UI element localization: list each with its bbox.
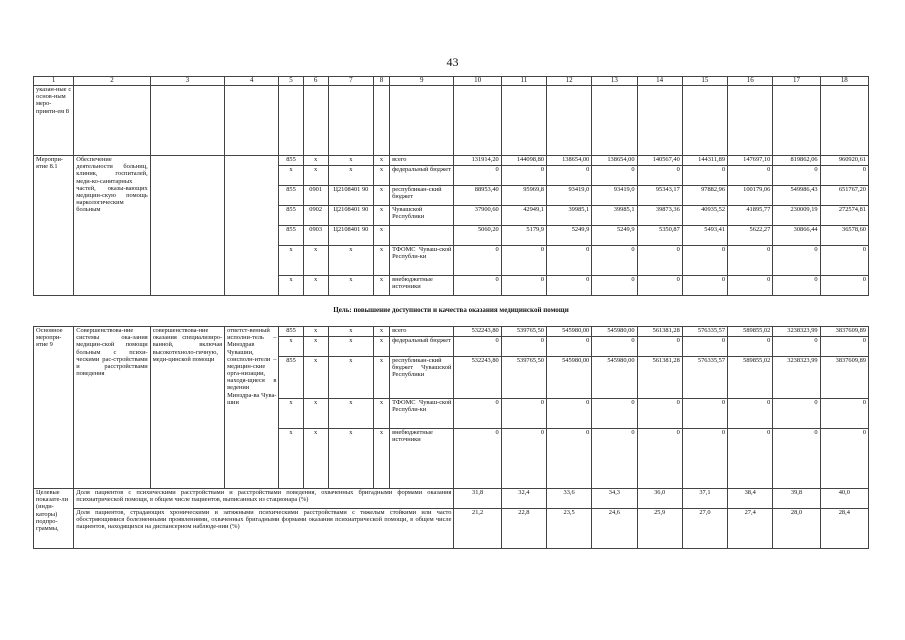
indicator-value: 22,8 — [501, 509, 546, 549]
funding-value: 0 — [454, 246, 501, 276]
funding-value: 144098,80 — [501, 156, 546, 166]
funding-source: внебюджетные источники — [390, 429, 454, 489]
funding-value: 5060,20 — [454, 226, 501, 246]
funding-value: 0 — [454, 429, 501, 489]
funding-value: 0 — [820, 429, 868, 489]
funding-value: 0 — [728, 399, 773, 429]
col-num: 6 — [303, 77, 328, 86]
continuation-label: указан-ные с основ-ным меро-прияти-ем 8 — [34, 86, 74, 156]
funding-value: 0 — [773, 399, 820, 429]
expense-type-code: x — [373, 206, 389, 226]
funding-value: 0 — [501, 429, 546, 489]
indicator-value: 25,9 — [637, 509, 682, 549]
funding-value: 545980,00 — [547, 357, 592, 399]
col-num: 9 — [390, 77, 454, 86]
measure-description: Совершенствова-ние системы ока-зания медицин-ской помощи больным с психи-ческими рас-стройствами и расстройствами поведения — [74, 327, 150, 489]
grbs-code: 855 — [279, 206, 303, 226]
funding-value: 95343,17 — [637, 186, 682, 206]
funding-value: 545980,00 — [547, 327, 592, 337]
target-article-code: x — [328, 429, 373, 489]
funding-value: 0 — [637, 337, 682, 357]
funding-value: 0 — [820, 166, 868, 186]
funding-value: 0 — [454, 166, 501, 186]
funding-source: всего — [390, 156, 454, 166]
funding-value: 0 — [501, 337, 546, 357]
funding-value: 0 — [592, 166, 637, 186]
funding-value: 0 — [637, 166, 682, 186]
indicator-value: 27,0 — [682, 509, 727, 549]
funding-value: 0 — [501, 276, 546, 296]
section-code: x — [303, 399, 328, 429]
funding-value: 0 — [501, 166, 546, 186]
section-code: x — [303, 429, 328, 489]
indicator-value: 31,8 — [454, 489, 501, 509]
funding-value: 36578,60 — [820, 226, 868, 246]
col-num: 14 — [637, 77, 682, 86]
funding-value: 0 — [820, 246, 868, 276]
col-num: 7 — [328, 77, 373, 86]
funding-value: 539765,50 — [501, 357, 546, 399]
indicators-label: Целевые показате-ли (инди-каторы) подпро-граммы, — [34, 489, 74, 549]
funding-value: 0 — [592, 276, 637, 296]
col-num: 10 — [454, 77, 501, 86]
goal-heading: Цель: повышение доступности и качества оказания медицинской помощи — [34, 296, 869, 327]
grbs-code: x — [279, 337, 303, 357]
grbs-code: x — [279, 246, 303, 276]
funding-value: 0 — [820, 337, 868, 357]
funding-value: 0 — [682, 429, 727, 489]
funding-value: 30866,44 — [773, 226, 820, 246]
expense-type-code: x — [373, 276, 389, 296]
funding-value: 0 — [592, 399, 637, 429]
funding-value: 3837609,89 — [820, 357, 868, 399]
funding-value: 131914,20 — [454, 156, 501, 166]
target-article-code: x — [328, 357, 373, 399]
col-num: 15 — [682, 77, 727, 86]
indicator-value: 40,0 — [820, 489, 868, 509]
measure-name: Меропри-ятие 8.1 — [34, 156, 74, 296]
measure-task: совершенствова-ние оказания специализиро-ванной, включая высокотехноло-гичную, меди-цинской помощи — [150, 327, 224, 489]
section-code: 0901 — [303, 186, 328, 206]
funding-value: 88953,40 — [454, 186, 501, 206]
page-number: 43 — [446, 55, 459, 69]
indicator-value: 32,4 — [501, 489, 546, 509]
funding-value: 138654,00 — [547, 156, 592, 166]
funding-value: 0 — [773, 276, 820, 296]
funding-value: 0 — [592, 246, 637, 276]
funding-value: 0 — [637, 246, 682, 276]
funding-value: 0 — [454, 399, 501, 429]
target-article-code: x — [328, 337, 373, 357]
target-article-code: Ц2108401 90 — [328, 226, 373, 246]
section-code: 0902 — [303, 206, 328, 226]
indicator-row — [34, 489, 869, 509]
funding-value: 5249,9 — [592, 226, 637, 246]
funding-source: федеральный бюджет — [390, 166, 454, 186]
funding-source: ТФОМС Чуваш-ской Республи-ки — [390, 399, 454, 429]
funding-value: 0 — [728, 429, 773, 489]
section-code: x — [303, 166, 328, 186]
col-num: 5 — [279, 77, 303, 86]
funding-value: 0 — [454, 337, 501, 357]
funding-value: 0 — [547, 337, 592, 357]
funding-value: 0 — [547, 246, 592, 276]
funding-value: 0 — [592, 337, 637, 357]
col-num: 3 — [150, 77, 224, 86]
funding-value: 576335,57 — [682, 327, 727, 337]
target-article-code: x — [328, 276, 373, 296]
funding-value: 0 — [454, 276, 501, 296]
funding-value: 0 — [728, 246, 773, 276]
funding-value: 589855,02 — [728, 327, 773, 337]
measure-task — [150, 156, 224, 296]
section-code: 0903 — [303, 226, 328, 246]
grbs-code: 855 — [279, 186, 303, 206]
col-num: 12 — [547, 77, 592, 86]
budget-table — [33, 76, 869, 549]
funding-value: 140567,40 — [637, 156, 682, 166]
indicator-value: 23,5 — [547, 509, 592, 549]
section-code: x — [303, 156, 328, 166]
funding-value: 0 — [773, 337, 820, 357]
funding-value: 532243,80 — [454, 327, 501, 337]
funding-value: 0 — [773, 246, 820, 276]
funding-value: 549986,43 — [773, 186, 820, 206]
measure-name: Основное меропри-ятие 9 — [34, 327, 74, 489]
section-code: x — [303, 276, 328, 296]
funding-value: 40935,52 — [682, 206, 727, 226]
funding-value: 0 — [637, 276, 682, 296]
funding-value: 576335,57 — [682, 357, 727, 399]
funding-value: 651767,20 — [820, 186, 868, 206]
target-article-code: x — [328, 327, 373, 337]
target-article-code: x — [328, 166, 373, 186]
col-num: 11 — [501, 77, 546, 86]
expense-type-code: x — [373, 166, 389, 186]
expense-type-code: x — [373, 429, 389, 489]
funding-value: 0 — [501, 246, 546, 276]
funding-value: 0 — [728, 276, 773, 296]
funding-value: 5622,27 — [728, 226, 773, 246]
grbs-code: 855 — [279, 156, 303, 166]
col-num: 18 — [820, 77, 868, 86]
funding-value: 819862,06 — [773, 156, 820, 166]
funding-value: 0 — [547, 399, 592, 429]
funding-value: 0 — [592, 429, 637, 489]
funding-source: Чувашской Республики — [390, 206, 454, 226]
column-number-row — [34, 77, 869, 86]
expense-type-code: x — [373, 337, 389, 357]
expense-type-code: x — [373, 246, 389, 276]
funding-value: 39985,1 — [547, 206, 592, 226]
funding-value: 0 — [682, 166, 727, 186]
indicator-row — [34, 509, 869, 549]
grbs-code: 855 — [279, 226, 303, 246]
col-num: 17 — [773, 77, 820, 86]
funding-value: 0 — [682, 337, 727, 357]
indicator-value: 36,0 — [637, 489, 682, 509]
table-row — [34, 156, 869, 166]
funding-value: 5493,41 — [682, 226, 727, 246]
target-article-code: Ц2108401 90 — [328, 186, 373, 206]
measure-executor — [225, 156, 279, 296]
expense-type-code: x — [373, 399, 389, 429]
funding-value: 93419,0 — [592, 186, 637, 206]
funding-value: 147697,10 — [728, 156, 773, 166]
target-article-code: Ц2108401 90 — [328, 206, 373, 226]
grbs-code: x — [279, 276, 303, 296]
expense-type-code: x — [373, 226, 389, 246]
col-num: 2 — [74, 77, 150, 86]
funding-value: 0 — [547, 429, 592, 489]
funding-source: ТФОМС Чуваш-ской Республи-ки — [390, 246, 454, 276]
goal-row — [34, 296, 869, 327]
funding-value: 532243,80 — [454, 357, 501, 399]
expense-type-code: x — [373, 156, 389, 166]
funding-value: 39873,36 — [637, 206, 682, 226]
section-code: x — [303, 246, 328, 276]
funding-source: всего — [390, 327, 454, 337]
funding-value: 3238323,99 — [773, 327, 820, 337]
funding-value: 0 — [820, 276, 868, 296]
funding-value: 230009,19 — [773, 206, 820, 226]
funding-value: 0 — [682, 399, 727, 429]
funding-source — [390, 226, 454, 246]
col-num: 8 — [373, 77, 389, 86]
indicator-value: 39,8 — [773, 489, 820, 509]
grbs-code: 855 — [279, 357, 303, 399]
funding-value: 545980,00 — [592, 357, 637, 399]
funding-value: 5350,87 — [637, 226, 682, 246]
funding-value: 561381,28 — [637, 327, 682, 337]
target-article-code: x — [328, 156, 373, 166]
indicator-value: 33,6 — [547, 489, 592, 509]
funding-value: 0 — [682, 246, 727, 276]
section-code: x — [303, 337, 328, 357]
funding-value: 0 — [773, 166, 820, 186]
funding-value: 3837609,89 — [820, 327, 868, 337]
col-num: 13 — [592, 77, 637, 86]
funding-value: 39985,1 — [592, 206, 637, 226]
funding-value: 0 — [682, 276, 727, 296]
indicator-value: 24,6 — [592, 509, 637, 549]
funding-value: 0 — [728, 337, 773, 357]
funding-value: 0 — [773, 429, 820, 489]
funding-value: 95969,8 — [501, 186, 546, 206]
funding-value: 5179,9 — [501, 226, 546, 246]
funding-value: 41895,77 — [728, 206, 773, 226]
funding-source: внебюджетные источники — [390, 276, 454, 296]
indicator-text: Доля пациентов, страдающих хроническими и затяжными психическими расстройствами с тяжелым стойкими или часто обостряющимися болезненными проявлениями, охваченных бригадными формами оказания психиатрической помощи, в общем числе пациентов, находящихся на диспансерном наблюде-нии (%) — [74, 509, 454, 549]
funding-value: 539765,50 — [501, 327, 546, 337]
section-code: x — [303, 357, 328, 399]
funding-value: 0 — [501, 399, 546, 429]
section-code: x — [303, 327, 328, 337]
measure-executor: ответст-венный исполни-тель – Минздрав Чувашии, соисполн-ители – медицин-ские орга-низации, находя-щиеся в ведении Минздра-ва Чува-шии — [225, 327, 279, 489]
target-article-code: x — [328, 399, 373, 429]
expense-type-code: x — [373, 327, 389, 337]
funding-value: 42949,1 — [501, 206, 546, 226]
indicator-value: 28,4 — [820, 509, 868, 549]
funding-value: 272574,81 — [820, 206, 868, 226]
col-num: 16 — [728, 77, 773, 86]
grbs-code: 855 — [279, 327, 303, 337]
indicator-value: 27,4 — [728, 509, 773, 549]
funding-value: 0 — [820, 399, 868, 429]
grbs-code: x — [279, 429, 303, 489]
funding-source: республикан-ский бюджет — [390, 186, 454, 206]
continuation-row — [34, 86, 869, 156]
measure-description: Обеспечение деятельности больниц, клиник, госпиталей, меди-ко-санитарных частей, оказы-вающих медицин-скую помощь наркологическим больным — [74, 156, 150, 296]
indicator-value: 34,3 — [592, 489, 637, 509]
col-num: 4 — [225, 77, 279, 86]
funding-value: 97882,96 — [682, 186, 727, 206]
funding-value: 561381,28 — [637, 357, 682, 399]
funding-value: 0 — [637, 429, 682, 489]
grbs-code: x — [279, 166, 303, 186]
funding-value: 144311,89 — [682, 156, 727, 166]
funding-value: 5249,9 — [547, 226, 592, 246]
table-row — [34, 327, 869, 337]
expense-type-code: x — [373, 357, 389, 399]
funding-value: 589855,02 — [728, 357, 773, 399]
funding-source: республикан-ский бюджет Чувашской Республики — [390, 357, 454, 399]
funding-value: 960920,61 — [820, 156, 868, 166]
indicator-value: 38,4 — [728, 489, 773, 509]
funding-value: 3238323,99 — [773, 357, 820, 399]
funding-value: 0 — [637, 399, 682, 429]
indicator-value: 21,2 — [454, 509, 501, 549]
funding-value: 545980,00 — [592, 327, 637, 337]
funding-value: 93419,0 — [547, 186, 592, 206]
grbs-code: x — [279, 399, 303, 429]
indicator-value: 37,1 — [682, 489, 727, 509]
funding-value: 0 — [547, 166, 592, 186]
indicator-value: 28,0 — [773, 509, 820, 549]
funding-value: 100179,06 — [728, 186, 773, 206]
funding-value: 37900,60 — [454, 206, 501, 226]
funding-source: федеральный бюджет — [390, 337, 454, 357]
funding-value: 138654,00 — [592, 156, 637, 166]
expense-type-code: x — [373, 186, 389, 206]
indicator-text: Доля пациентов с психическими расстройствами и расстройствами поведения, охваченных бригадными формами оказания психиатрической помощи, в общем числе пациентов, выписанных из стационара (%) — [74, 489, 454, 509]
col-num: 1 — [34, 77, 74, 86]
target-article-code: x — [328, 246, 373, 276]
funding-value: 0 — [547, 276, 592, 296]
funding-value: 0 — [728, 166, 773, 186]
